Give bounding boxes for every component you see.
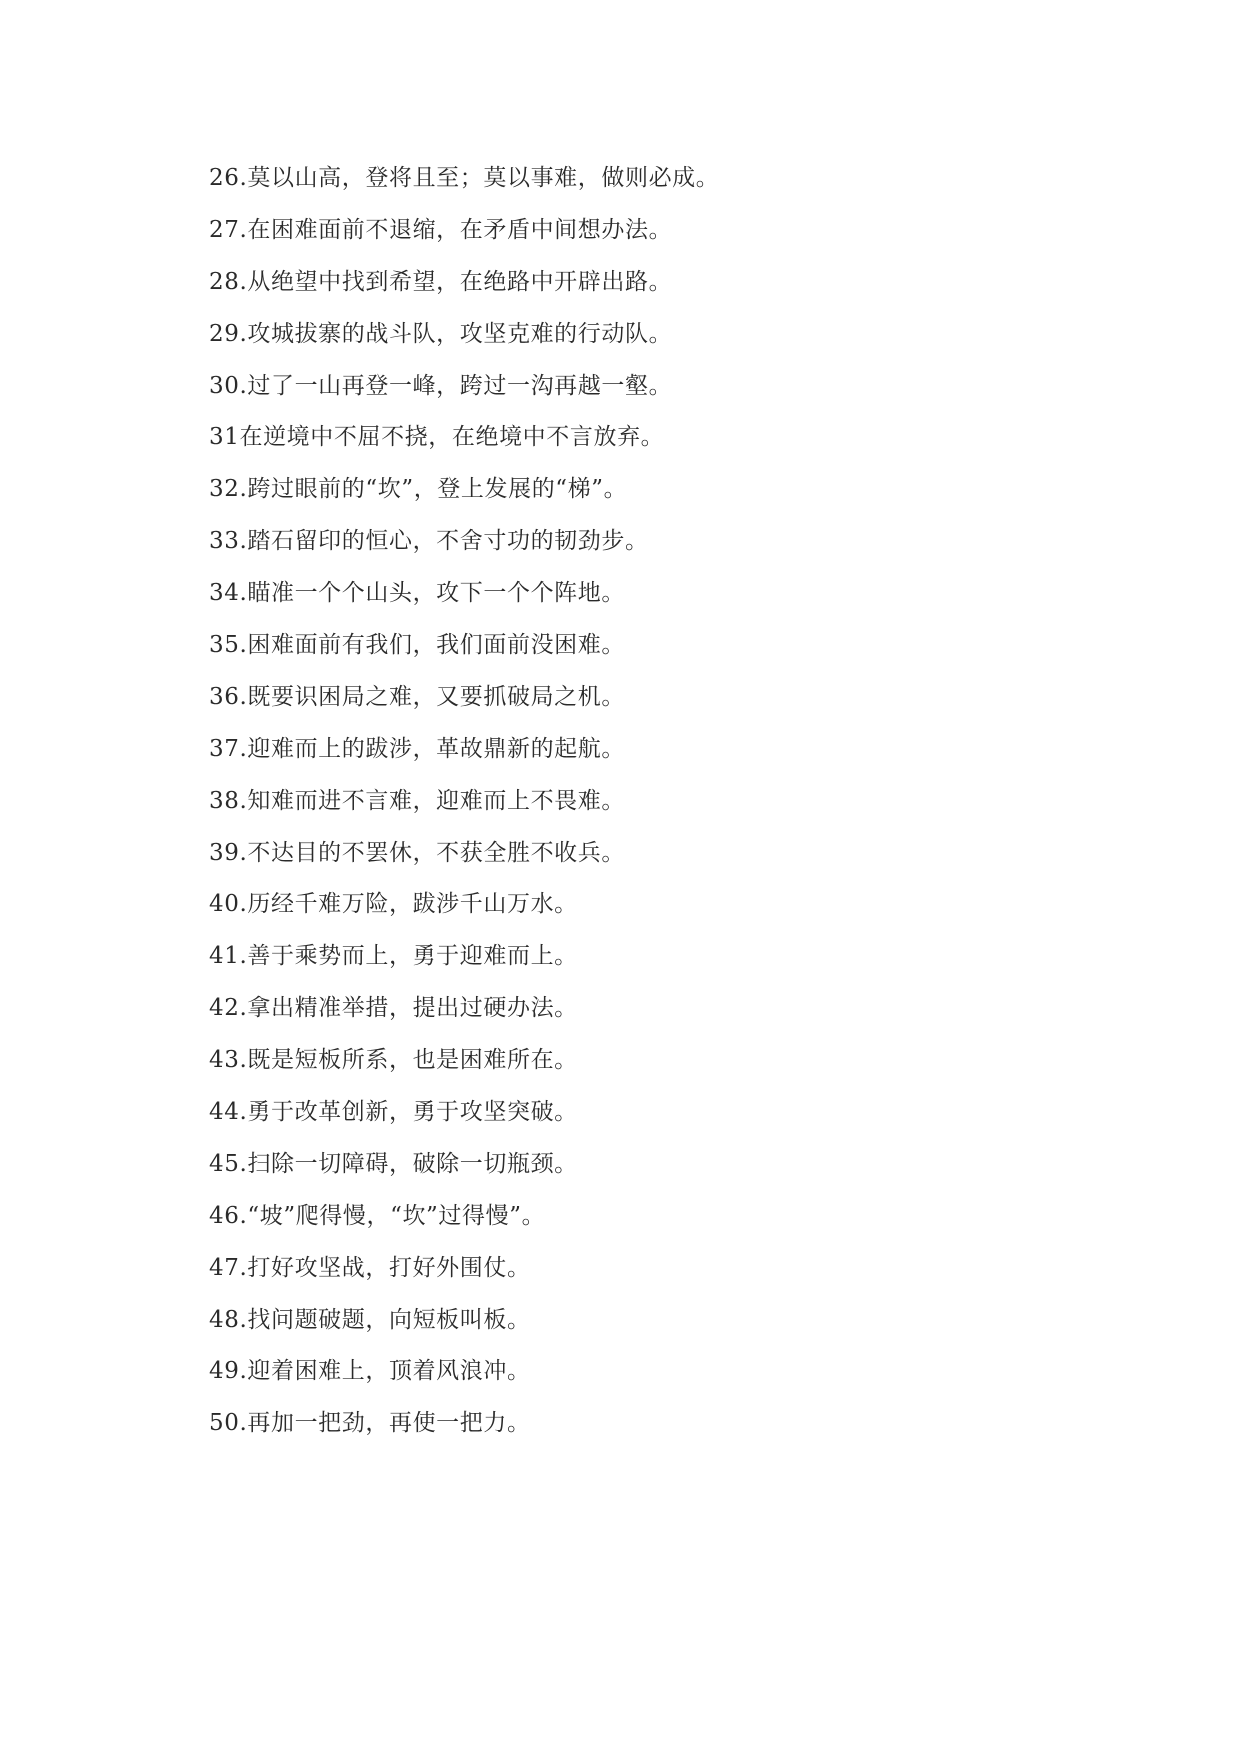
list-item: 41.善于乘势而上，勇于迎难而上。 — [209, 943, 578, 970]
list-item: 49.迎着困难上，顶着风浪冲。 — [209, 1358, 531, 1385]
list-item: 45.扫除一切障碍，破除一切瓶颈。 — [209, 1150, 578, 1177]
list-item: 33.踏石留印的恒心，不舍寸功的韧劲步。 — [209, 528, 649, 555]
list-item: 39.不达目的不罢休，不获全胜不收兵。 — [209, 839, 625, 866]
quote-list — [209, 160, 719, 1457]
list-item: 26.莫以山高，登将且至；莫以事难，做则必成。 — [209, 165, 720, 191]
list-item: 40.历经千难万险，跋涉千山万水。 — [209, 891, 578, 918]
list-item: 30.过了一山再登一峰，跨过一沟再越一壑。 — [209, 372, 673, 399]
list-item: 42.拿出精准举措，提出过硬办法。 — [209, 995, 578, 1022]
list-item: 37.迎难而上的跋涉，革故鼎新的起航。 — [209, 735, 625, 762]
list-item: 50.再加一把劲，再使一把力。 — [209, 1410, 531, 1437]
list-item: 28.从绝望中找到希望，在绝路中开辟出路。 — [209, 268, 673, 295]
list-item: 47.打好攻坚战，打好外围仗。 — [209, 1254, 531, 1281]
list-item: 31在逆境中不屈不挠，在绝境中不言放弃。 — [209, 424, 665, 451]
list-item: 46.“坡”爬得慢，“坎”过得慢”。 — [209, 1202, 546, 1229]
list-item: 44.勇于改革创新，勇于攻坚突破。 — [209, 1099, 578, 1126]
list-item: 32.跨过眼前的“坎”，登上发展的“梯”。 — [209, 476, 628, 503]
list-item: 43.既是短板所系，也是困难所在。 — [209, 1047, 578, 1074]
list-item: 29.攻城拔寨的战斗队，攻坚克难的行动队。 — [209, 320, 673, 347]
list-item: 35.困难面前有我们，我们面前没困难。 — [209, 632, 625, 659]
list-item: 27.在困难面前不退缩，在矛盾中间想办法。 — [209, 216, 673, 243]
list-item: 48.找问题破题，向短板叫板。 — [209, 1306, 531, 1333]
list-item: 36.既要识困局之难，又要抓破局之机。 — [209, 683, 625, 710]
list-item: 34.瞄准一个个山头，攻下一个个阵地。 — [209, 580, 625, 607]
list-item: 38.知难而进不言难，迎难而上不畏难。 — [209, 787, 625, 814]
